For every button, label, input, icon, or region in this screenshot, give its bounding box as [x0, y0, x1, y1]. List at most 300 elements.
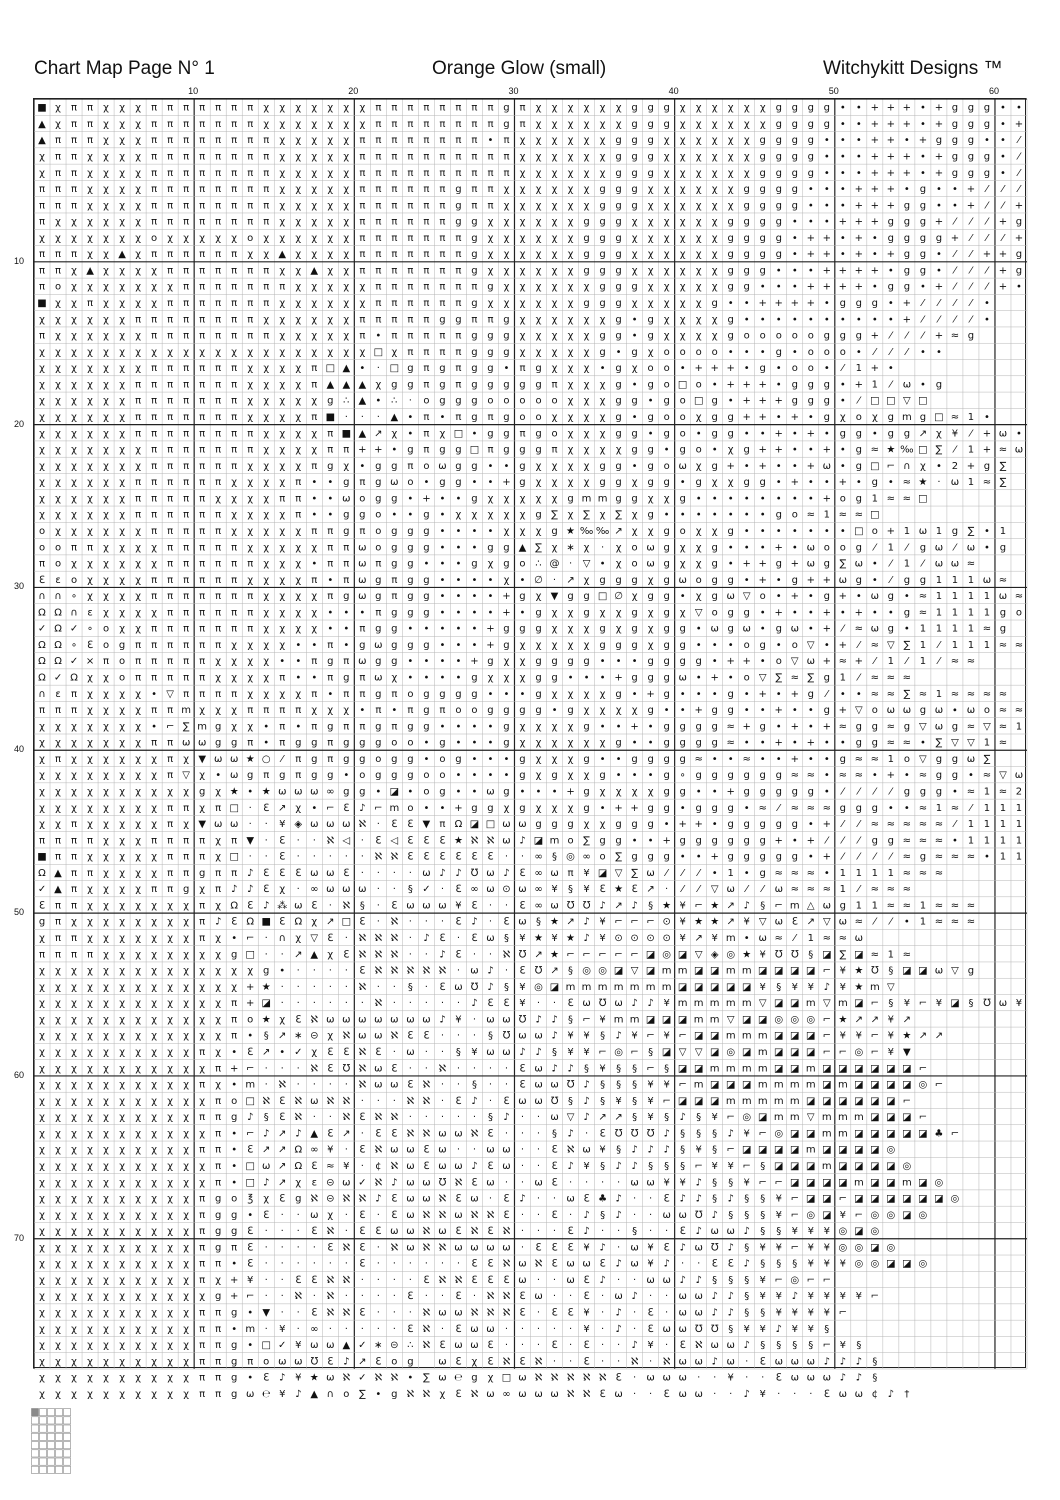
stitch-symbol: χ	[103, 1274, 109, 1286]
stitch-symbol: χ	[55, 330, 61, 342]
stitch-symbol: •	[823, 525, 830, 537]
stitch-symbol: π	[167, 460, 174, 472]
stitch-symbol: g	[423, 639, 430, 651]
stitch-symbol: •	[791, 216, 798, 228]
stitch-symbol: χ	[119, 770, 125, 782]
stitch-symbol: χ	[135, 151, 141, 163]
stitch-symbol: ∅	[614, 591, 623, 603]
stitch-symbol: ·	[424, 916, 428, 928]
stitch-symbol: ℇ	[423, 835, 430, 847]
stitch-symbol: g	[535, 607, 542, 619]
stitch-symbol: g	[615, 819, 622, 831]
stitch-symbol: ♪	[599, 900, 606, 912]
stitch-symbol: §	[632, 1112, 638, 1124]
stitch-symbol: •	[231, 1323, 238, 1335]
stitch-symbol: π	[199, 900, 206, 912]
stitch-symbol: χ	[567, 379, 574, 391]
stitch-symbol: ◪	[886, 1193, 896, 1205]
stitch-symbol: m	[902, 412, 912, 423]
stitch-symbol: ◎	[854, 1047, 864, 1058]
stitch-symbol: ◪	[806, 1128, 816, 1140]
page-cell	[64, 1450, 71, 1457]
stitch-symbol: ♪	[583, 1209, 590, 1221]
stitch-symbol: ℇ	[599, 884, 606, 896]
stitch-symbol: χ	[87, 900, 93, 912]
stitch-symbol: χ	[135, 444, 141, 456]
stitch-symbol: π	[151, 135, 158, 147]
stitch-symbol: g	[871, 298, 879, 310]
stitch-symbol: ≈	[982, 770, 992, 782]
stitch-symbol: ◪	[886, 1128, 896, 1140]
stitch-symbol: +	[806, 232, 815, 244]
stitch-symbol: •	[855, 591, 862, 603]
stitch-symbol: •	[487, 770, 494, 782]
stitch-symbol: g	[695, 835, 702, 847]
stitch-symbol: χ	[71, 1388, 77, 1400]
stitch-symbol: ¥	[791, 1307, 798, 1319]
stitch-symbol: ⁄	[938, 298, 940, 310]
stitch-symbol: •	[791, 444, 798, 456]
stitch-symbol: m	[741, 1095, 752, 1107]
stitch-symbol: π	[375, 118, 382, 130]
stitch-symbol: 1	[919, 639, 927, 651]
stitch-symbol: χ	[135, 1226, 141, 1238]
stitch-symbol: ·	[793, 1388, 797, 1400]
stitch-symbol: χ	[567, 395, 574, 407]
stitch-symbol: ¥	[583, 1047, 590, 1058]
stitch-symbol: g	[855, 802, 863, 814]
stitch-symbol: ω	[518, 1372, 527, 1384]
stitch-symbol: χ	[231, 525, 238, 537]
stitch-symbol: ≈	[1014, 705, 1024, 717]
stitch-symbol: ℵ	[326, 1095, 335, 1107]
stitch-symbol: +	[806, 249, 815, 261]
stitch-symbol: χ	[615, 118, 622, 130]
stitch-symbol: •	[471, 753, 478, 765]
stitch-symbol: χ	[647, 184, 654, 196]
stitch-symbol: π	[359, 721, 366, 733]
stitch-symbol: π	[247, 314, 254, 326]
stitch-symbol: ℇ	[599, 1128, 606, 1140]
stitch-symbol: ♪	[247, 867, 254, 879]
stitch-symbol: •	[984, 525, 990, 537]
stitch-symbol: χ	[135, 688, 141, 700]
stitch-symbol: π	[151, 216, 158, 228]
stitch-symbol: •	[439, 558, 446, 570]
stitch-symbol: g	[663, 802, 670, 814]
stitch-symbol: π	[215, 1063, 222, 1075]
stitch-symbol: o	[839, 542, 846, 554]
stitch-symbol: •	[423, 802, 430, 814]
stitch-symbol: χ	[279, 574, 286, 586]
page-cell	[48, 1417, 55, 1424]
stitch-symbol: ·	[488, 1079, 493, 1091]
stitch-symbol: +	[854, 184, 864, 196]
stitch-symbol: ◎	[950, 1193, 960, 1205]
stitch-symbol: g	[535, 623, 542, 635]
page-cell	[48, 1409, 55, 1416]
stitch-symbol: χ	[55, 1144, 61, 1156]
stitch-symbol: •	[679, 851, 686, 863]
stitch-symbol: ω	[406, 1226, 415, 1238]
stitch-symbol: ω	[502, 1144, 511, 1156]
stitch-symbol: χ	[167, 1226, 174, 1238]
stitch-symbol: □	[245, 1177, 255, 1189]
stitch-symbol: ⌐	[566, 949, 575, 961]
stitch-symbol: π	[471, 200, 478, 212]
stitch-symbol: χ	[215, 981, 222, 993]
stitch-symbol: g	[503, 623, 510, 635]
stitch-symbol: χ	[231, 346, 238, 358]
stitch-symbol: ω	[534, 1079, 543, 1091]
stitch-symbol: ·	[600, 1323, 605, 1335]
stitch-symbol: ◪	[709, 1079, 720, 1091]
stitch-symbol: ◪	[838, 1144, 848, 1156]
stitch-symbol: o	[871, 525, 878, 537]
stitch-symbol: ·	[264, 1226, 268, 1238]
stitch-symbol: χ	[71, 1160, 77, 1172]
stitch-symbol: 1	[935, 623, 943, 635]
stitch-symbol: ℇ	[295, 867, 302, 879]
stitch-symbol: §	[712, 1274, 718, 1286]
stitch-symbol: m	[661, 965, 672, 977]
stitch-symbol: χ	[567, 135, 574, 147]
stitch-symbol: π	[487, 314, 494, 326]
stitch-symbol: +	[870, 118, 880, 130]
stitch-symbol: χ	[583, 200, 590, 212]
stitch-symbol: χ	[167, 1388, 174, 1400]
stitch-symbol: χ	[87, 1323, 93, 1335]
stitch-symbol: ℵ	[374, 933, 383, 945]
stitch-symbol: +	[966, 184, 976, 196]
stitch-symbol: χ	[199, 232, 206, 244]
stitch-symbol: ω	[614, 1388, 623, 1400]
stitch-symbol: χ	[535, 753, 542, 765]
stitch-symbol: +	[1014, 118, 1024, 130]
stitch-symbol: χ	[103, 379, 109, 391]
stitch-symbol: χ	[199, 1160, 206, 1172]
stitch-symbol: g	[503, 428, 510, 440]
stitch-symbol: ω	[790, 1372, 799, 1384]
stitch-symbol: g	[327, 656, 334, 668]
stitch-symbol: π	[151, 525, 158, 537]
stitch-symbol: χ	[279, 542, 286, 554]
stitch-symbol: χ	[87, 1307, 93, 1319]
stitch-symbol: ⊙	[662, 933, 671, 945]
stitch-symbol: +	[902, 314, 912, 326]
stitch-symbol: +	[822, 444, 831, 456]
stitch-symbol: g	[743, 265, 750, 277]
stitch-symbol: π	[199, 330, 206, 342]
stitch-symbol: ω	[390, 1226, 399, 1238]
stitch-symbol: ≈	[902, 949, 912, 961]
stitch-symbol: o	[711, 346, 718, 358]
stitch-symbol: •	[695, 786, 702, 798]
stitch-symbol: π	[295, 753, 302, 765]
stitch-symbol: χ	[551, 363, 558, 375]
stitch-symbol: •	[231, 1160, 238, 1172]
stitch-symbol: χ	[567, 444, 574, 456]
stitch-symbol: g	[615, 379, 622, 391]
stitch-symbol: g	[823, 395, 830, 407]
stitch-symbol: •	[391, 444, 398, 456]
stitch-symbol: χ	[119, 1177, 125, 1189]
stitch-symbol: ♪	[679, 1112, 686, 1124]
stitch-symbol: +	[614, 672, 623, 684]
stitch-symbol: m	[805, 1144, 816, 1156]
stitch-symbol: •	[295, 672, 302, 684]
stitch-symbol: χ	[663, 167, 670, 179]
stitch-symbol: ·	[296, 1242, 300, 1254]
stitch-symbol: ω	[326, 1014, 335, 1026]
stitch-symbol: □	[373, 346, 384, 358]
stitch-symbol: χ	[279, 412, 286, 423]
stitch-symbol: ⊝	[326, 1177, 335, 1189]
stitch-symbol: π	[71, 542, 78, 554]
stitch-symbol: ε	[311, 1177, 317, 1189]
stitch-symbol: ¥	[279, 819, 286, 831]
stitch-symbol: §	[760, 900, 766, 912]
stitch-symbol: g	[423, 591, 430, 603]
stitch-symbol: π	[215, 1258, 222, 1270]
stitch-symbol: χ	[135, 1356, 141, 1368]
stitch-symbol: χ	[103, 184, 109, 196]
stitch-symbol: χ	[567, 460, 574, 472]
stitch-symbol: π	[215, 363, 222, 375]
stitch-symbol: g	[663, 721, 670, 733]
stitch-symbol: π	[71, 705, 78, 717]
stitch-symbol: ▽	[726, 1014, 735, 1026]
stitch-symbol: χ	[279, 135, 286, 147]
stitch-symbol: ℧	[470, 867, 479, 879]
stitch-symbol: χ	[103, 1291, 109, 1303]
stitch-symbol: ⁄	[970, 298, 972, 310]
stitch-symbol: ℧	[694, 1323, 703, 1335]
stitch-symbol: ¥	[631, 1030, 638, 1042]
stitch-symbol: ω	[486, 1047, 495, 1058]
stitch-symbol: ≈	[806, 884, 815, 896]
stitch-symbol: ω	[534, 1063, 543, 1075]
stitch-symbol: •	[871, 314, 878, 326]
stitch-symbol: ω	[310, 867, 319, 879]
stitch-symbol: g	[807, 118, 814, 130]
stitch-symbol: ◪	[790, 965, 800, 977]
stitch-symbol: •	[743, 705, 750, 717]
stitch-symbol: χ	[71, 298, 77, 310]
stitch-symbol: χ	[151, 867, 158, 879]
stitch-symbol: g	[631, 819, 638, 831]
stitch-symbol: •	[839, 167, 846, 179]
stitch-symbol: •	[487, 607, 494, 619]
stitch-symbol: χ	[135, 770, 141, 782]
stitch-symbol: 1	[839, 884, 847, 896]
stitch-symbol: ω	[966, 705, 976, 717]
stitch-symbol: χ	[247, 412, 254, 423]
stitch-symbol: χ	[279, 216, 286, 228]
stitch-symbol: χ	[583, 184, 590, 196]
stitch-symbol: 1	[951, 591, 959, 603]
stitch-symbol: χ	[327, 705, 334, 717]
stitch-symbol: χ	[103, 525, 109, 537]
stitch-symbol: g	[631, 493, 638, 505]
stitch-symbol: ⌐	[614, 916, 623, 928]
stitch-symbol: χ	[135, 981, 141, 993]
stitch-symbol: χ	[567, 330, 574, 342]
stitch-symbol: g	[391, 542, 398, 554]
stitch-symbol: ·	[392, 884, 396, 896]
stitch-symbol: ω	[998, 998, 1008, 1010]
stitch-symbol: ⁄	[986, 232, 988, 244]
stitch-symbol: π	[279, 737, 286, 749]
stitch-symbol: χ	[119, 1030, 125, 1042]
stitch-symbol: ⁄	[970, 428, 972, 440]
stitch-symbol: ♪	[247, 1112, 254, 1124]
stitch-symbol: π	[167, 102, 174, 114]
stitch-symbol: •	[695, 639, 702, 651]
stitch-symbol: •	[711, 509, 718, 521]
stitch-symbol: ω	[614, 1291, 623, 1303]
stitch-symbol: ▽	[822, 916, 831, 928]
stitch-symbol: ◪	[838, 1095, 848, 1107]
stitch-symbol: χ	[263, 460, 270, 472]
stitch-symbol: π	[199, 395, 206, 407]
stitch-symbol: ℵ	[358, 981, 367, 993]
stitch-symbol: g	[919, 542, 927, 554]
stitch-symbol: χ	[503, 281, 510, 293]
stitch-symbol: g	[423, 688, 430, 700]
stitch-symbol: ω	[678, 1388, 687, 1400]
stitch-symbol: g	[455, 395, 462, 407]
stitch-symbol: g	[247, 770, 254, 782]
stitch-symbol: g	[887, 232, 895, 244]
stitch-symbol: •	[599, 721, 606, 733]
page-cell	[64, 1433, 71, 1440]
stitch-symbol: ⌐	[822, 1030, 831, 1042]
stitch-symbol: χ	[87, 591, 93, 603]
stitch-symbol: ♪	[599, 1274, 606, 1286]
stitch-symbol: χ	[615, 607, 622, 619]
stitch-symbol: ¥	[567, 1047, 574, 1058]
stitch-symbol: ω	[358, 884, 367, 896]
stitch-symbol: χ	[359, 298, 366, 310]
stitch-symbol: ℇ	[663, 1242, 670, 1254]
stitch-symbol: χ	[151, 265, 158, 277]
stitch-symbol: ✓	[37, 884, 47, 896]
stitch-symbol: π	[167, 542, 174, 554]
stitch-symbol: χ	[71, 330, 77, 342]
stitch-symbol: •	[823, 786, 830, 798]
stitch-symbol: +	[790, 558, 799, 570]
stitch-symbol: ·	[344, 1209, 348, 1221]
stitch-symbol: π	[167, 867, 174, 879]
stitch-symbol: χ	[663, 314, 670, 326]
stitch-symbol: π	[231, 412, 238, 423]
stitch-symbol: ◎	[806, 1014, 816, 1026]
stitch-symbol: χ	[135, 1193, 141, 1205]
stitch-symbol: ·	[504, 1128, 509, 1140]
stitch-symbol: •	[823, 753, 830, 765]
stitch-symbol: χ	[583, 379, 590, 391]
stitch-symbol: χ	[503, 200, 510, 212]
stitch-symbol: χ	[583, 135, 590, 147]
stitch-symbol: ∘	[86, 623, 94, 635]
stitch-symbol: π	[359, 330, 366, 342]
stitch-symbol: ℇ	[791, 916, 798, 928]
stitch-symbol: ◪	[870, 1128, 880, 1140]
stitch-symbol: χ	[279, 428, 286, 440]
stitch-symbol: g	[663, 574, 670, 586]
stitch-symbol: ◪	[645, 1014, 656, 1026]
stitch-symbol: χ	[679, 298, 686, 310]
stitch-symbol: ◪	[774, 1160, 784, 1172]
stitch-symbol: ·	[296, 1226, 300, 1238]
stitch-symbol: ω	[774, 916, 783, 928]
stitch-symbol: ·	[456, 1112, 461, 1124]
stitch-symbol: o	[38, 525, 46, 537]
stitch-symbol: g	[711, 428, 718, 440]
stitch-symbol: ℵ	[374, 965, 383, 977]
stitch-symbol: ≈	[950, 916, 960, 928]
stitch-symbol: g	[759, 639, 766, 651]
stitch-symbol: χ	[567, 281, 574, 293]
stitch-symbol: χ	[727, 200, 734, 212]
stitch-symbol: g	[951, 167, 959, 179]
stitch-symbol: +	[454, 802, 463, 814]
stitch-symbol: o	[695, 346, 702, 358]
stitch-symbol: •	[375, 786, 382, 798]
stitch-symbol: χ	[695, 135, 702, 147]
stitch-symbol: ·	[536, 1160, 541, 1172]
stitch-symbol: ◪	[886, 1112, 896, 1124]
stitch-symbol: χ	[103, 167, 109, 179]
stitch-symbol: •	[471, 477, 478, 489]
stitch-symbol: ω	[582, 998, 591, 1010]
stitch-symbol: χ	[135, 998, 141, 1010]
stitch-symbol: g	[343, 509, 350, 521]
stitch-symbol: χ	[759, 102, 766, 114]
stitch-symbol: ⌐	[774, 900, 783, 912]
stitch-symbol: +	[790, 477, 799, 489]
stitch-symbol: •	[839, 395, 846, 407]
stitch-symbol: g	[471, 802, 478, 814]
stitch-symbol: χ	[487, 1372, 494, 1384]
stitch-symbol: ·	[520, 1340, 525, 1352]
stitch-symbol: g	[679, 623, 686, 635]
stitch-symbol: g	[471, 232, 478, 244]
stitch-symbol: χ	[183, 1144, 190, 1156]
stitch-symbol: ℵ	[374, 1177, 383, 1189]
stitch-symbol: χ	[55, 721, 61, 733]
stitch-symbol: ¥	[807, 981, 814, 993]
stitch-symbol: ◪	[790, 1030, 800, 1042]
stitch-symbol: π	[55, 151, 62, 163]
stitch-symbol: π	[231, 167, 238, 179]
stitch-symbol: §	[552, 851, 558, 863]
stitch-symbol: •	[647, 770, 654, 782]
stitch-symbol: ω	[726, 1340, 735, 1352]
stitch-symbol: g	[38, 916, 46, 928]
stitch-symbol: π	[151, 102, 158, 114]
stitch-symbol: ▲	[310, 1128, 319, 1140]
stitch-symbol: π	[311, 688, 318, 700]
stitch-symbol: ◪	[693, 981, 704, 993]
stitch-symbol: ≈	[822, 802, 831, 814]
stitch-symbol: ·	[472, 949, 477, 961]
stitch-symbol: g	[551, 525, 558, 537]
stitch-symbol: χ	[87, 770, 93, 782]
stitch-symbol: χ	[311, 232, 318, 244]
stitch-symbol: π	[167, 477, 174, 489]
